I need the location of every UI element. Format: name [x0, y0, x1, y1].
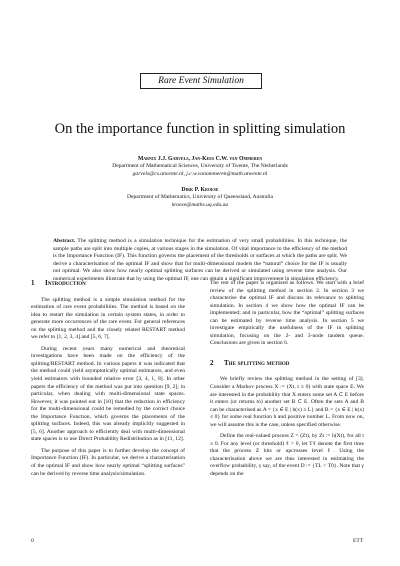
section-number: 2	[210, 358, 214, 367]
paragraph: The purpose of this paper is to further develop the concept of Importance Function (IF). In particular, we derive a characterisation of the optimal IF and show how nearly optimal “splitting surfaces” can be derived by reverse time analysis/simulation.	[31, 447, 185, 477]
paragraph: During recent years many numerical and theoretical investigations have been made on the efficiency of the splitting/RESTART method. In various papers it was indicated that the method could yield asymptotically optimal estimators, and even yield estimators with bounded relative error [3, 4, 1, 8]. In other papers the efficiency of the method was put into question [9, 2]; in particular, when dealing with multi-dimensional state spaces. However, it was pointed out in [10] that the reduction in efficiency for the multi-dimensional could be remedied by the correct choice the Importance Function, which governs the placements of the splitting surfaces. Indeed, this was already implicitly suggested in [5, 6]. Another approach to efficiently deal with multi-dimensional state spaces is to use Direct Probability Redistribution as in [11, 12].	[31, 345, 185, 443]
author-block-2	[40, 187, 360, 209]
section-title: The splitting method	[224, 358, 290, 367]
page-number: 0	[31, 538, 34, 544]
left-column	[31, 280, 185, 482]
paragraph: The rest of the paper is organised as follows. We start with a brief review of the splitting method in section 2. In section 3 we characterise the optimal IF and discuss its relevance to splitting simulation. In section 4 we show how the optimal IF can be implemented; and in particular, how the “optimal” splitting surfaces can be estimated by reverse time analysis. In section 5 we investigate empirically the usefulness of the IF in splitting simulation, focusing on the 2- and 3-node tandem queue. Conclusions are given in section 6.	[210, 280, 364, 347]
author-block-1	[40, 156, 360, 178]
author-affiliation: Department of Mathematics, University of Queensland, Australia	[126, 194, 274, 201]
author-email: garvels@cs.utwente.nl, j.c.w.vanommeren@math.utwente.nl	[132, 170, 268, 177]
abstract-label: Abstract.	[53, 238, 76, 244]
journal-tag: ETT	[353, 538, 364, 544]
session-label-box	[140, 73, 262, 89]
section-heading-intro	[31, 280, 185, 288]
paragraph: The splitting method is a simple simulation method for the estimation of rare event probabilities. The method is based on the idea to restart the simulation in certain system states, in order to generate more occurrences of the rare event. For general references on the splitting method and the closely related RESTART method we refer to [1, 2, 3, 4] and [5, 6, 7].	[31, 296, 185, 341]
abstract	[53, 238, 347, 283]
section-number: 1	[31, 279, 35, 287]
session-label: Rare Event Simulation	[158, 76, 244, 86]
author-names: Marnix J.J. Garvels, Jan-Kees C.W. van Ommeren	[137, 156, 263, 162]
paragraph: Define the real-valued process Z = (Zt), by Zt := h(Xt), for all t ≥ 0. For any level (or threshold) ℓ > 0, let Tℓ denote the first time that the process Z hits or upcrosses level ℓ. Using the characterisation above we are thus interested in estimating the overflow probability, γ say, of the event D := {TL < T0}. Note that γ depends on the	[210, 433, 364, 478]
paragraph: We briefly review the splitting method in the setting of [3]. Consider a Markov process X := (Xt, t ≥ 0) with state space E. We are interested in the probability that X enters some set A ⊂ E before it enters (or returns to) another set B ⊂ E. Often the sets A and B can be characterised as A = {x ∈ E | h(x) ≥ L} and B = {x ∈ E | h(x) ≤ 0} for some real function h and positive number L. From now on, we will assume this is the case, unless specified otherwise.	[210, 376, 364, 428]
section-title: Introduction	[45, 279, 86, 287]
author-email: kroese@maths.uq.edu.au	[171, 201, 229, 208]
author-affiliation: Department of Mathematical Sciences, University of Twente, The Netherlands	[112, 163, 288, 170]
paper-title: On the importance function in splitting simulation	[54, 121, 346, 137]
abstract-text: The splitting method is a simulation technique for the estimation of very small probabilities. In this technique, the sample paths are split into multiple copies, at various stages in the simulation. Of vital importance to the efficiency of the method is the Importance Function (IF). This function governs the placement of the thresholds or surfaces at which the paths are split. We derive a characterisation of the optimal IF and show that for multi-dimensional models the “natural” choice for the IF is usually not optimal. We also show how nearly optimal splitting surfaces can be derived or simulated using reverse time analysis. Our numerical experiments illustrate that by using the optimal IF, one can obtain a significant improvement in simulation efficiency.	[53, 238, 347, 282]
author-names: Dirk P. Kroese	[181, 187, 219, 193]
right-column	[210, 280, 364, 483]
section-heading-splitting	[210, 360, 364, 368]
